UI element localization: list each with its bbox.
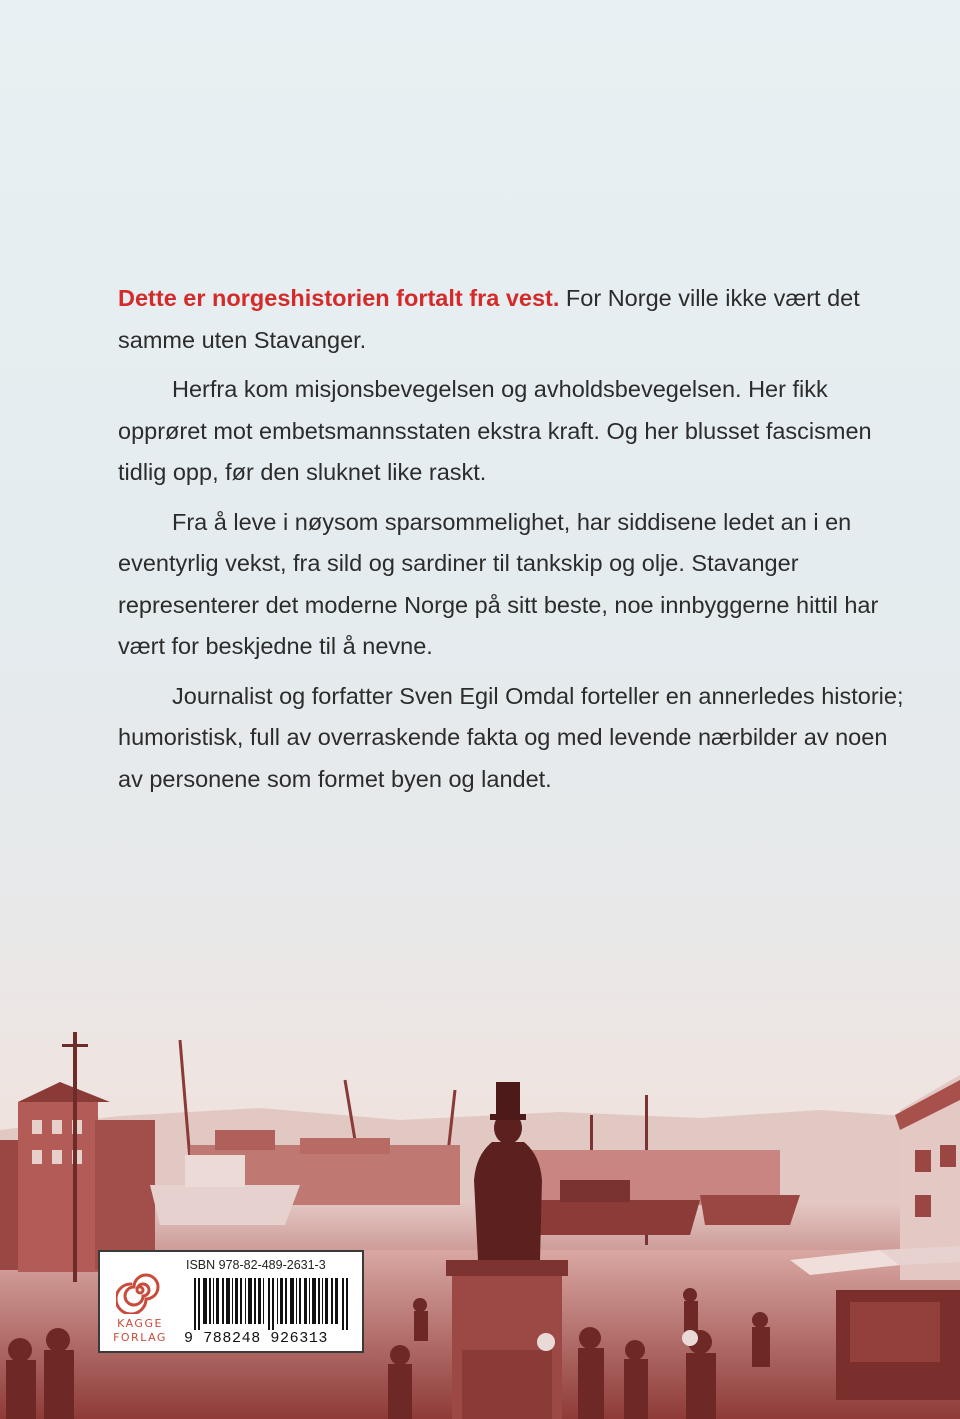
- blurb-paragraph-2: Herfra kom misjonsbevegelsen og avholdsbevegelsen. Her fikk opprøret mot embetsmannsstaten ekstra kraft. Og her blusset fascismen tidlig opp, før den sluknet like raskt.: [118, 376, 872, 485]
- harbor-photo: [0, 1020, 960, 1419]
- blurb-paragraph-1: [118, 278, 908, 361]
- blurb-paragraph-1-rest: For Norge ville ikke vært det samme uten Stavanger.: [118, 285, 860, 353]
- publisher-logo: [100, 1252, 180, 1351]
- isbn-digits: 9 788248 926313: [184, 1330, 329, 1347]
- publisher-name-line2: FORLAG: [113, 1331, 167, 1344]
- back-cover-blurb: [118, 278, 908, 808]
- isbn-label: ISBN 978-82-489-2631-3: [186, 1258, 326, 1272]
- barcode-label: [98, 1250, 364, 1353]
- blurb-paragraph-4: Journalist og forfatter Sven Egil Omdal forteller en annerledes historie; humoristisk, full av overraskende fakta og med levende nærbilder av noen av personene som formet byen og landet.: [118, 682, 904, 792]
- lead-sentence: Dette er norgeshistorien fortalt fra vest.: [118, 285, 560, 311]
- blurb-paragraph-3: Fra å leve i nøysom sparsommelighet, har siddisene ledet an i en eventyrlig vekst, fra sild og sardiner til tankskip og olje. Stavanger representerer det moderne Norge på sitt beste, noe innbyggerne hittil har vært for beskjedne til å nevne.: [118, 508, 879, 659]
- barcode-bars: [194, 1278, 354, 1330]
- publisher-name-line1: KAGGE: [117, 1317, 163, 1330]
- spiral-logo-icon: [116, 1266, 164, 1314]
